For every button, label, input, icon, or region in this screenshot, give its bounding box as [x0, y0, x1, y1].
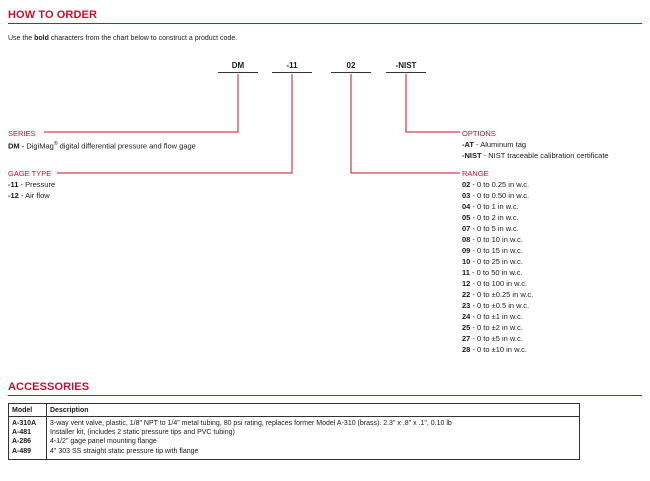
range-code: 07: [462, 224, 471, 233]
range-code: 10: [462, 257, 471, 266]
range-desc: - 0 to 2 in w.c.: [470, 213, 519, 222]
series-item: [8, 139, 196, 152]
accessories-table: [8, 403, 580, 460]
range-code: 28: [462, 345, 471, 354]
range-code: 05: [462, 213, 471, 222]
range-item: [462, 300, 533, 311]
range-desc: - 0 to ±1 in w.c.: [470, 312, 523, 321]
accessories-title: ACCESSORIES: [8, 381, 90, 393]
range-desc: - 0 to ±2 in w.c.: [470, 323, 523, 332]
range-item: [462, 322, 533, 333]
range-desc: - 0 to ±0.25 in w.c.: [470, 290, 534, 299]
code-underline-options: [386, 72, 426, 73]
gage-code: -12: [8, 191, 19, 200]
series-code: DM: [8, 141, 20, 151]
option-code: -AT: [462, 140, 474, 149]
range-desc: - 0 to 50 in w.c.: [469, 268, 523, 277]
description-cell: 4-1/2" gage panel mounting flange: [47, 437, 580, 446]
table-header-row: [9, 404, 580, 417]
range-item: [462, 245, 533, 256]
range-desc: - 0 to 0.25 in w.c.: [470, 180, 530, 189]
connector-options: [406, 74, 460, 132]
range-code: 23: [462, 301, 471, 310]
accessories-rule: [8, 395, 642, 396]
gage-type-block: [8, 168, 55, 201]
code-part-options: -NIST: [395, 61, 417, 70]
gage-type-label: GAGE TYPE: [8, 169, 52, 178]
range-item: [462, 212, 533, 223]
range-desc: - 0 to 0.50 in w.c.: [470, 191, 530, 200]
connector-gage: [57, 74, 292, 173]
range-code: 03: [462, 191, 471, 200]
intro-before: Use the: [8, 35, 35, 42]
model-cell: A-310A: [9, 417, 47, 429]
range-code: 27: [462, 334, 471, 343]
series-desc-before: - DigiMag: [19, 141, 54, 151]
header-description: Description: [47, 404, 580, 417]
range-item: [462, 190, 533, 201]
intro-text: [8, 35, 237, 42]
gage-code: -11: [8, 180, 19, 189]
range-code: 22: [462, 290, 471, 299]
option-desc: - NIST traceable calibration certificate: [481, 151, 609, 160]
description-cell: 3-way vent valve, plastic, 1/8" NPT to 1/4" metal tubing, 80 psi rating, replaces former Model A-310 (brass). 2.3" x .8" x .1", 0.10 lb: [47, 417, 580, 429]
table-row: [9, 437, 580, 446]
option-desc: - Aluminum tag: [473, 140, 527, 149]
range-desc: - 0 to 5 in w.c.: [470, 224, 519, 233]
series-block: [8, 128, 196, 152]
range-desc: - 0 to ±10 in w.c.: [470, 345, 527, 354]
options-item: [462, 150, 609, 161]
range-item: [462, 223, 533, 234]
header-model: Model: [9, 404, 47, 417]
range-item: [462, 267, 533, 278]
table-row: [9, 417, 580, 429]
series-label: SERIES: [8, 129, 36, 138]
options-label: OPTIONS: [462, 129, 496, 138]
series-reg: ®: [53, 141, 58, 147]
table-row: [9, 428, 580, 437]
series-desc-after: digital differential pressure and flow gage: [57, 141, 196, 151]
gage-type-item: [8, 179, 55, 190]
table-row: [9, 447, 580, 460]
range-code: 02: [462, 180, 471, 189]
intro-after: characters from the chart below to construct a product code.: [48, 35, 238, 42]
code-part-series: DM: [231, 61, 245, 70]
range-code: 24: [462, 312, 471, 321]
range-desc: - 0 to 100 in w.c.: [470, 279, 528, 288]
range-item: [462, 311, 533, 322]
range-item: [462, 179, 533, 190]
range-code: 11: [462, 268, 470, 277]
range-code: 25: [462, 323, 471, 332]
range-code: 12: [462, 279, 471, 288]
range-item: [462, 234, 533, 245]
model-cell: A-481: [9, 428, 47, 437]
model-cell: A-489: [9, 447, 47, 460]
range-item: [462, 333, 533, 344]
code-underline-range: [331, 72, 371, 73]
range-desc: - 0 to 25 in w.c.: [470, 257, 523, 266]
connector-series: [44, 74, 238, 132]
code-part-range: 02: [346, 61, 356, 70]
connector-range: [351, 74, 460, 173]
range-block: [462, 168, 533, 355]
how-to-order-title: HOW TO ORDER: [8, 9, 97, 21]
intro-bold: bold: [34, 35, 49, 42]
range-desc: - 0 to ±0.5 in w.c.: [470, 301, 530, 310]
range-item: [462, 278, 533, 289]
description-cell: 4" 303 SS straight static pressure tip with flange: [47, 447, 580, 460]
description-cell: Installer kit, (includes 2 static pressure tips and PVC tubing): [47, 428, 580, 437]
range-item: [462, 256, 533, 267]
range-code: 09: [462, 246, 471, 255]
gage-type-item: [8, 190, 55, 201]
range-desc: - 0 to ±5 in w.c.: [470, 334, 523, 343]
option-code: -NIST: [462, 151, 482, 160]
range-desc: - 0 to 1 in w.c.: [470, 202, 519, 211]
range-desc: - 0 to 15 in w.c.: [470, 246, 523, 255]
code-underline-series: [218, 72, 258, 73]
range-code: 04: [462, 202, 471, 211]
options-item: [462, 139, 609, 150]
range-code: 08: [462, 235, 471, 244]
options-block: [462, 128, 609, 161]
gage-desc: - Pressure: [18, 180, 56, 189]
gage-desc: - Air flow: [18, 191, 50, 200]
range-label: RANGE: [462, 169, 489, 178]
range-desc: - 0 to 10 in w.c.: [470, 235, 523, 244]
range-item: [462, 289, 533, 300]
range-item: [462, 344, 533, 355]
model-cell: A-286: [9, 437, 47, 446]
how-to-order-rule: [8, 23, 642, 24]
code-underline-gage: [272, 72, 312, 73]
range-item: [462, 201, 533, 212]
code-part-gage: -11: [286, 61, 298, 70]
